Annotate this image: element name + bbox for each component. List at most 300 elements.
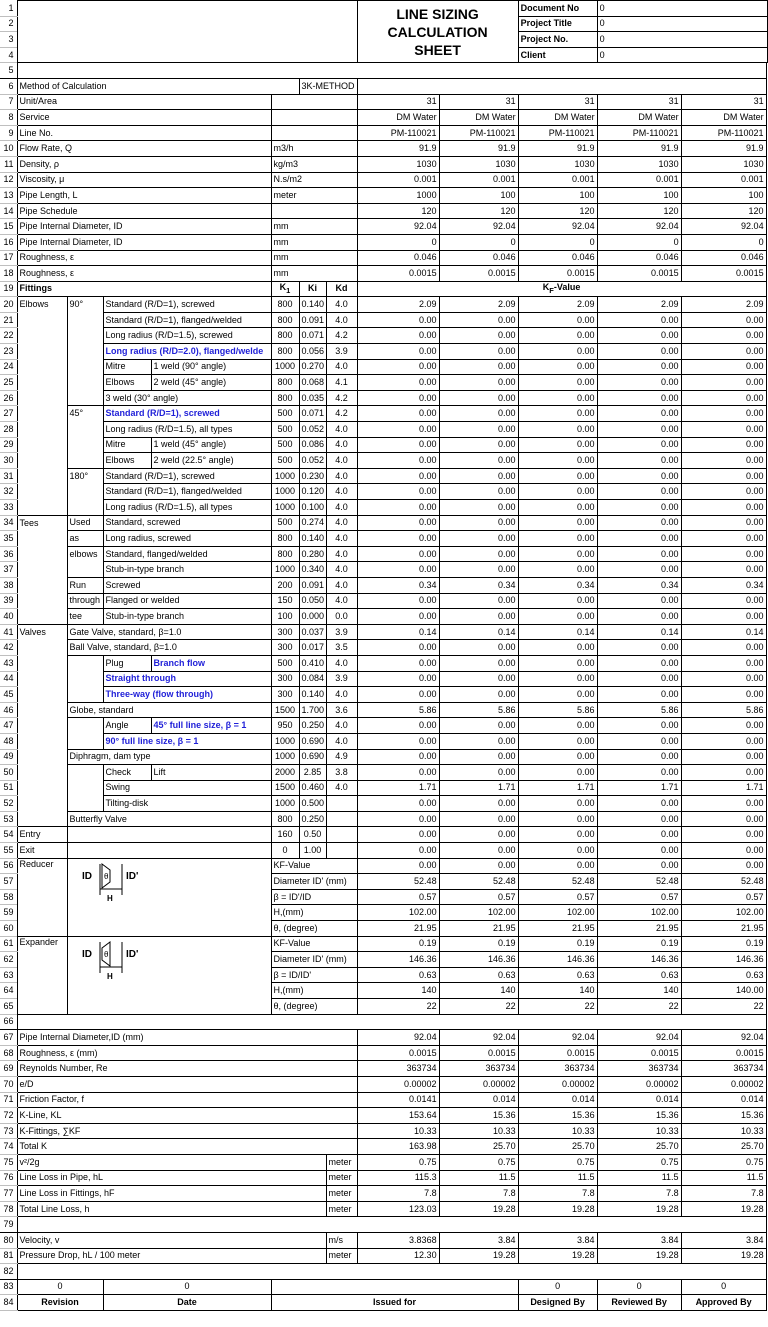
fitting-subgroup[interactable]: Used	[67, 515, 103, 531]
reducer-param[interactable]: H,(mm)	[271, 905, 357, 921]
value-cell[interactable]: 10.33	[439, 1123, 518, 1139]
kf-value[interactable]: 0.00	[518, 531, 597, 547]
input-unit[interactable]	[271, 94, 357, 110]
fitting-desc[interactable]: 3 weld (30° angle)	[103, 390, 271, 406]
fitting-group[interactable]	[17, 687, 67, 703]
value-cell[interactable]: 52.48	[681, 874, 766, 890]
input-label[interactable]: Pipe Length, L	[17, 188, 271, 204]
kf-value[interactable]: 2.09	[597, 297, 681, 313]
kf-value[interactable]: 0.00	[357, 765, 439, 781]
value-cell[interactable]: 0.0015	[681, 266, 766, 282]
fitting-group[interactable]	[17, 609, 67, 625]
kf-value[interactable]: 0.00	[439, 562, 518, 578]
kf-value[interactable]: 0.00	[681, 359, 766, 375]
kf-value[interactable]: 0.00	[518, 390, 597, 406]
value-cell[interactable]: 0.57	[518, 889, 597, 905]
fitting-desc[interactable]: Standard, screwed	[103, 515, 271, 531]
input-unit[interactable]: mm	[271, 266, 357, 282]
value-cell[interactable]: 11.5	[597, 1170, 681, 1186]
kf-value[interactable]: 0.00	[681, 328, 766, 344]
kf-value[interactable]: 0.00	[357, 811, 439, 827]
result-label[interactable]: Velocity, v	[17, 1232, 326, 1248]
kf-value[interactable]: 0.00	[357, 453, 439, 469]
blank-row[interactable]	[17, 1014, 766, 1030]
fitting-desc[interactable]: Long radius (R/D=2.0), flanged/welde	[103, 344, 271, 360]
ki-value[interactable]: 0.050	[299, 593, 326, 609]
value-cell[interactable]: 100	[518, 188, 597, 204]
kf-value[interactable]: 0.00	[518, 437, 597, 453]
kd-value[interactable]: 0.0	[326, 609, 357, 625]
kf-value[interactable]: 0.00	[357, 562, 439, 578]
kf-value[interactable]: 0.00	[597, 655, 681, 671]
kf-value[interactable]: 0.00	[518, 359, 597, 375]
kf-value[interactable]: 0.00	[357, 718, 439, 734]
fitting-subgroup[interactable]: tee	[67, 609, 103, 625]
value-cell[interactable]: 0.0015	[681, 1045, 766, 1061]
ki-value[interactable]: 0.460	[299, 780, 326, 796]
value-cell[interactable]: 1000	[357, 188, 439, 204]
value-cell[interactable]: 0.19	[357, 936, 439, 952]
value-cell[interactable]: 0.0015	[439, 266, 518, 282]
kd-value[interactable]: 4.1	[326, 375, 357, 391]
kf-value[interactable]: 0.00	[597, 811, 681, 827]
value-cell[interactable]: 25.70	[681, 1139, 766, 1155]
input-label[interactable]: Pipe Schedule	[17, 203, 271, 219]
value-cell[interactable]: 19.28	[681, 1201, 766, 1217]
value-cell[interactable]: 31	[597, 94, 681, 110]
value-cell[interactable]: 102.00	[518, 905, 597, 921]
fitting-desc[interactable]: Long radius (R/D=1.5), all types	[103, 422, 271, 438]
fitting-group[interactable]	[17, 484, 67, 500]
value-cell[interactable]: 92.04	[681, 219, 766, 235]
fitting-desc[interactable]: Straight through	[103, 671, 271, 687]
fitting-desc[interactable]: 45° full line size, β = 1	[151, 718, 271, 734]
kf-value[interactable]: 0.00	[357, 500, 439, 516]
ki-value[interactable]: 0.052	[299, 422, 326, 438]
ki-value[interactable]: 0.140	[299, 687, 326, 703]
expander-param[interactable]: Diameter ID' (mm)	[271, 952, 357, 968]
fitting-group[interactable]: Exit	[17, 843, 67, 859]
fitting-desc[interactable]: 2 weld (22.5° angle)	[151, 453, 271, 469]
input-label[interactable]: Service	[17, 110, 271, 126]
kf-value[interactable]: 1.71	[681, 780, 766, 796]
result-label[interactable]: Total Line Loss, h	[17, 1201, 326, 1217]
kf-value[interactable]: 0.00	[597, 312, 681, 328]
input-unit[interactable]: N.s/m2	[271, 172, 357, 188]
value-cell[interactable]: 363734	[518, 1061, 597, 1077]
k1-value[interactable]: 500	[271, 437, 299, 453]
value-cell[interactable]: 10.33	[357, 1123, 439, 1139]
value-cell[interactable]: 31	[439, 94, 518, 110]
kf-value[interactable]: 0.00	[597, 515, 681, 531]
value-cell[interactable]: 0.0015	[357, 1045, 439, 1061]
footer-value[interactable]: 0	[17, 1279, 103, 1295]
value-cell[interactable]: 7.8	[518, 1186, 597, 1202]
k1-value[interactable]: 2000	[271, 765, 299, 781]
value-cell[interactable]: 0	[681, 234, 766, 250]
value-cell[interactable]: 1030	[681, 156, 766, 172]
value-cell[interactable]: PM-110021	[439, 125, 518, 141]
fitting-subgroup[interactable]	[67, 437, 103, 453]
value-cell[interactable]: 0.00002	[518, 1076, 597, 1092]
kf-value[interactable]: 0.00	[681, 671, 766, 687]
value-cell[interactable]: 0.00	[597, 858, 681, 874]
kf-value[interactable]: 0.00	[597, 484, 681, 500]
input-unit[interactable]: mm	[271, 219, 357, 235]
expander-param[interactable]: KF-Value	[271, 936, 357, 952]
ki-value[interactable]: 0.270	[299, 359, 326, 375]
kf-value[interactable]: 0.00	[681, 390, 766, 406]
k1-value[interactable]: 500	[271, 655, 299, 671]
fitting-desc[interactable]: Standard (R/D=1), screwed	[103, 297, 271, 313]
value-cell[interactable]: DM Water	[357, 110, 439, 126]
kf-value[interactable]: 0.00	[597, 390, 681, 406]
value-cell[interactable]: 21.95	[439, 921, 518, 937]
fitting-subgroup[interactable]	[67, 500, 103, 516]
kd-value[interactable]: 4.0	[326, 312, 357, 328]
blank-row[interactable]	[17, 1264, 766, 1280]
ki-value[interactable]: 0.071	[299, 328, 326, 344]
value-cell[interactable]: 31	[518, 94, 597, 110]
value-cell[interactable]: 21.95	[518, 921, 597, 937]
kf-value[interactable]: 0.00	[357, 484, 439, 500]
kf-value[interactable]: 5.86	[597, 702, 681, 718]
kf-value[interactable]: 0.00	[518, 500, 597, 516]
kf-value[interactable]: 0.00	[357, 593, 439, 609]
kf-value[interactable]: 0.14	[518, 624, 597, 640]
value-cell[interactable]: 15.36	[518, 1108, 597, 1124]
value-cell[interactable]: 91.9	[518, 141, 597, 157]
value-cell[interactable]: 22	[357, 999, 439, 1015]
value-cell[interactable]: 102.00	[357, 905, 439, 921]
value-cell[interactable]: 140	[597, 983, 681, 999]
kf-value[interactable]: 0.00	[518, 344, 597, 360]
result-label[interactable]: Reynolds Number, Re	[17, 1061, 357, 1077]
header-blank[interactable]	[17, 1, 357, 63]
input-unit[interactable]: mm	[271, 234, 357, 250]
value-cell[interactable]: 0.046	[597, 250, 681, 266]
kf-value[interactable]: 0.00	[439, 749, 518, 765]
kf-value[interactable]: 0.00	[597, 843, 681, 859]
k1-value[interactable]: 200	[271, 577, 299, 593]
value-cell[interactable]: 1030	[439, 156, 518, 172]
value-cell[interactable]: 92.04	[357, 1030, 439, 1046]
kd-value[interactable]: 4.0	[326, 655, 357, 671]
value-cell[interactable]: 0.00	[357, 858, 439, 874]
fitting-subgroup[interactable]: 90°	[67, 297, 103, 313]
value-cell[interactable]: 25.70	[597, 1139, 681, 1155]
fitting-desc[interactable]: Standard (R/D=1), screwed	[103, 406, 271, 422]
blank-row[interactable]	[17, 63, 766, 79]
value-cell[interactable]: 92.04	[518, 1030, 597, 1046]
kf-value[interactable]: 0.00	[681, 640, 766, 656]
kf-value[interactable]: 0.00	[357, 328, 439, 344]
kf-value[interactable]: 0.00	[518, 468, 597, 484]
ki-value[interactable]: 0.035	[299, 390, 326, 406]
fitting-subgroup[interactable]	[67, 655, 103, 671]
kf-value[interactable]: 0.00	[357, 390, 439, 406]
kf-value[interactable]: 0.00	[439, 484, 518, 500]
fitting-subgroup[interactable]	[67, 328, 103, 344]
value-cell[interactable]: 100	[597, 188, 681, 204]
kd-value[interactable]: 4.0	[326, 562, 357, 578]
value-cell[interactable]: 25.70	[439, 1139, 518, 1155]
value-cell[interactable]: 0	[439, 234, 518, 250]
fitting-group[interactable]	[17, 406, 67, 422]
value-cell[interactable]: 92.04	[439, 219, 518, 235]
fitting-subgroup[interactable]	[67, 453, 103, 469]
expander-label[interactable]: Expander	[17, 936, 67, 1014]
ki-value[interactable]: 0.690	[299, 749, 326, 765]
kf-value[interactable]: 0.00	[357, 406, 439, 422]
fitting-group[interactable]: Entry	[17, 827, 67, 843]
kf-value[interactable]: 0.00	[681, 655, 766, 671]
value-cell[interactable]: PM-110021	[518, 125, 597, 141]
kf-value[interactable]: 0.00	[681, 546, 766, 562]
kf-value[interactable]: 1.71	[439, 780, 518, 796]
result-label[interactable]: K-Fittings, ∑KF	[17, 1123, 357, 1139]
value-cell[interactable]: 7.8	[357, 1186, 439, 1202]
footer-label[interactable]: Date	[103, 1295, 271, 1311]
kf-value[interactable]: 0.34	[681, 577, 766, 593]
kf-value[interactable]: 0.00	[597, 344, 681, 360]
sheet-title[interactable]: LINE SIZING CALCULATION SHEET	[357, 1, 518, 63]
kf-value[interactable]: 0.00	[597, 359, 681, 375]
value-cell[interactable]: 1030	[597, 156, 681, 172]
value-cell[interactable]: 92.04	[681, 1030, 766, 1046]
input-unit[interactable]	[271, 110, 357, 126]
kf-value[interactable]: 0.00	[518, 671, 597, 687]
result-label[interactable]: e/D	[17, 1076, 357, 1092]
reducer-label[interactable]: Reducer	[17, 858, 67, 936]
kf-value[interactable]: 0.00	[439, 609, 518, 625]
blank-cell[interactable]	[357, 78, 766, 94]
result-label[interactable]: Pipe Internal Diameter,ID (mm)	[17, 1030, 357, 1046]
kf-value[interactable]: 0.00	[439, 733, 518, 749]
kf-value[interactable]: 0.00	[518, 406, 597, 422]
kf-value[interactable]: 0.00	[681, 375, 766, 391]
kd-value[interactable]	[326, 811, 357, 827]
kf-value[interactable]: 0.00	[357, 515, 439, 531]
value-cell[interactable]: 0	[357, 234, 439, 250]
fitting-subgroup[interactable]: 45°	[67, 406, 103, 422]
expander-param[interactable]: θ, (degree)	[271, 999, 357, 1015]
kf-value[interactable]: 0.00	[439, 811, 518, 827]
value-cell[interactable]: 163.98	[357, 1139, 439, 1155]
value-cell[interactable]: 91.9	[681, 141, 766, 157]
reducer-param[interactable]: KF-Value	[271, 858, 357, 874]
kd-value[interactable]: 4.0	[326, 484, 357, 500]
k1-value[interactable]: 950	[271, 718, 299, 734]
value-cell[interactable]: 11.5	[681, 1170, 766, 1186]
fitting-group[interactable]	[17, 500, 67, 516]
k1-value[interactable]: 100	[271, 609, 299, 625]
footer-value[interactable]: 0	[597, 1279, 681, 1295]
fitting-desc[interactable]: Gate Valve, standard, β=1.0	[67, 624, 271, 640]
kf-value[interactable]: 0.00	[681, 796, 766, 812]
value-cell[interactable]: 0.19	[681, 936, 766, 952]
k1-value[interactable]: 800	[271, 531, 299, 547]
k1-value[interactable]: 500	[271, 453, 299, 469]
fitting-group[interactable]	[17, 749, 67, 765]
value-cell[interactable]: 102.00	[439, 905, 518, 921]
result-unit[interactable]: meter	[326, 1170, 357, 1186]
kf-value[interactable]: 0.14	[597, 624, 681, 640]
result-label[interactable]: Total K	[17, 1139, 357, 1155]
value-cell[interactable]: 92.04	[597, 1030, 681, 1046]
kd-value[interactable]: 4.0	[326, 500, 357, 516]
kf-value[interactable]: 0.00	[681, 437, 766, 453]
kf-value[interactable]: 0.00	[518, 375, 597, 391]
fitting-desc[interactable]: Long radius (R/D=1.5), screwed	[103, 328, 271, 344]
value-cell[interactable]: 11.5	[518, 1170, 597, 1186]
kd-value[interactable]: 4.0	[326, 687, 357, 703]
k1-value[interactable]: 160	[271, 827, 299, 843]
value-cell[interactable]: 100	[439, 188, 518, 204]
kf-value[interactable]: 2.09	[357, 297, 439, 313]
value-cell[interactable]: 0.00002	[439, 1076, 518, 1092]
value-cell[interactable]: 0.00002	[597, 1076, 681, 1092]
value-cell[interactable]: 1030	[518, 156, 597, 172]
kf-value[interactable]: 0.00	[597, 796, 681, 812]
kf-value[interactable]: 0.00	[681, 687, 766, 703]
kf-value[interactable]: 0.00	[439, 655, 518, 671]
meta-label[interactable]: Document No	[518, 1, 597, 17]
fitting-group[interactable]	[17, 359, 67, 375]
value-cell[interactable]: 102.00	[597, 905, 681, 921]
footer-value[interactable]: 0	[103, 1279, 271, 1295]
ki-value[interactable]: 0.068	[299, 375, 326, 391]
kf-value[interactable]: 0.00	[518, 718, 597, 734]
kd-value[interactable]: 4.2	[326, 328, 357, 344]
kd-value[interactable]: 4.0	[326, 453, 357, 469]
value-cell[interactable]: 0	[518, 234, 597, 250]
input-unit[interactable]	[271, 125, 357, 141]
meta-value[interactable]: 0	[597, 32, 767, 48]
k1-value[interactable]: 800	[271, 390, 299, 406]
kd-value[interactable]: 3.5	[326, 640, 357, 656]
value-cell[interactable]: 21.95	[597, 921, 681, 937]
value-cell[interactable]: 1030	[357, 156, 439, 172]
kf-value[interactable]: 0.00	[518, 609, 597, 625]
value-cell[interactable]: DM Water	[681, 110, 766, 126]
kf-value[interactable]: 0.00	[357, 546, 439, 562]
fitting-subgroup[interactable]: through	[67, 593, 103, 609]
kf-value[interactable]: 0.00	[357, 733, 439, 749]
kf-value[interactable]: 0.00	[357, 655, 439, 671]
fitting-group[interactable]	[17, 328, 67, 344]
kf-value[interactable]: 0.00	[597, 531, 681, 547]
value-cell[interactable]: DM Water	[597, 110, 681, 126]
kf-value[interactable]: 0.00	[597, 437, 681, 453]
value-cell[interactable]: 146.36	[518, 952, 597, 968]
input-unit[interactable]: mm	[271, 250, 357, 266]
value-cell[interactable]: 0.63	[439, 967, 518, 983]
expander-param[interactable]: β = ID/ID'	[271, 967, 357, 983]
result-label[interactable]: Line Loss in Fittings, hF	[17, 1186, 326, 1202]
kd-value[interactable]: 4.0	[326, 531, 357, 547]
kf-value[interactable]: 0.14	[681, 624, 766, 640]
ki-value[interactable]: 0.690	[299, 733, 326, 749]
kf-value[interactable]: 0.00	[518, 749, 597, 765]
fitting-subgroup[interactable]: Run	[67, 577, 103, 593]
kd-value[interactable]: 3.9	[326, 671, 357, 687]
fitting-subgroup[interactable]	[67, 562, 103, 578]
kd-value[interactable]	[326, 843, 357, 859]
kd-value[interactable]: 4.2	[326, 406, 357, 422]
fitting-group[interactable]	[17, 562, 67, 578]
kf-value[interactable]: 0.00	[439, 500, 518, 516]
value-cell[interactable]: 146.36	[357, 952, 439, 968]
kf-value[interactable]: 0.00	[681, 733, 766, 749]
value-cell[interactable]: 3.84	[439, 1232, 518, 1248]
value-cell[interactable]: 0.75	[597, 1154, 681, 1170]
kf-value[interactable]: 0.00	[681, 593, 766, 609]
fitting-desc[interactable]: 90° full line size, β = 1	[103, 733, 271, 749]
value-cell[interactable]: 0.0015	[597, 1045, 681, 1061]
result-unit[interactable]: meter	[326, 1248, 357, 1264]
fitting-group[interactable]	[17, 811, 67, 827]
fitting-group[interactable]	[17, 344, 67, 360]
kf-value[interactable]: 0.00	[518, 843, 597, 859]
k1-value[interactable]: 1000	[271, 562, 299, 578]
value-cell[interactable]: 91.9	[439, 141, 518, 157]
value-cell[interactable]: 0.046	[681, 250, 766, 266]
meta-value[interactable]: 0	[597, 16, 767, 32]
ki-value[interactable]: 0.274	[299, 515, 326, 531]
input-label[interactable]: Pipe Internal Diameter, ID	[17, 219, 271, 235]
fitting-desc[interactable]: Long radius (R/D=1.5), all types	[103, 500, 271, 516]
value-cell[interactable]: 0.0015	[357, 266, 439, 282]
value-cell[interactable]: 0.57	[597, 889, 681, 905]
kf-value[interactable]: 0.00	[439, 390, 518, 406]
kf-value[interactable]: 0.00	[597, 671, 681, 687]
kf-value[interactable]: 0.00	[357, 796, 439, 812]
fitting-type[interactable]: Check	[103, 765, 151, 781]
k1-value[interactable]: 300	[271, 687, 299, 703]
kf-value[interactable]: 0.00	[439, 453, 518, 469]
input-unit[interactable]: meter	[271, 188, 357, 204]
kf-value[interactable]: 5.86	[518, 702, 597, 718]
kf-value[interactable]: 0.00	[681, 827, 766, 843]
kf-value[interactable]: 0.00	[357, 843, 439, 859]
kf-value[interactable]: 0.00	[681, 468, 766, 484]
value-cell[interactable]: 140.00	[681, 983, 766, 999]
kf-value[interactable]: 0.00	[597, 453, 681, 469]
kf-value[interactable]: 0.00	[597, 500, 681, 516]
kf-value[interactable]: 0.14	[439, 624, 518, 640]
fitting-subgroup[interactable]	[67, 765, 103, 781]
kf-value[interactable]: 0.00	[597, 687, 681, 703]
kd-value[interactable]: 4.0	[326, 422, 357, 438]
k1-value[interactable]: 1500	[271, 780, 299, 796]
value-cell[interactable]: 0.014	[597, 1092, 681, 1108]
kf-value[interactable]: 0.00	[357, 359, 439, 375]
kd-value[interactable]: 4.0	[326, 359, 357, 375]
k1-value[interactable]: 1000	[271, 359, 299, 375]
ki-value[interactable]: 0.086	[299, 437, 326, 453]
fitting-group[interactable]	[17, 577, 67, 593]
kf-value[interactable]: 0.00	[681, 406, 766, 422]
kf-value[interactable]: 0.00	[439, 531, 518, 547]
fitting-group[interactable]	[17, 593, 67, 609]
kf-value[interactable]: 0.00	[439, 796, 518, 812]
kd-header[interactable]: Kd	[326, 281, 357, 297]
input-label[interactable]: Flow Rate, Q	[17, 141, 271, 157]
value-cell[interactable]: 363734	[439, 1061, 518, 1077]
kf-value[interactable]: 0.00	[439, 593, 518, 609]
value-cell[interactable]: 31	[357, 94, 439, 110]
